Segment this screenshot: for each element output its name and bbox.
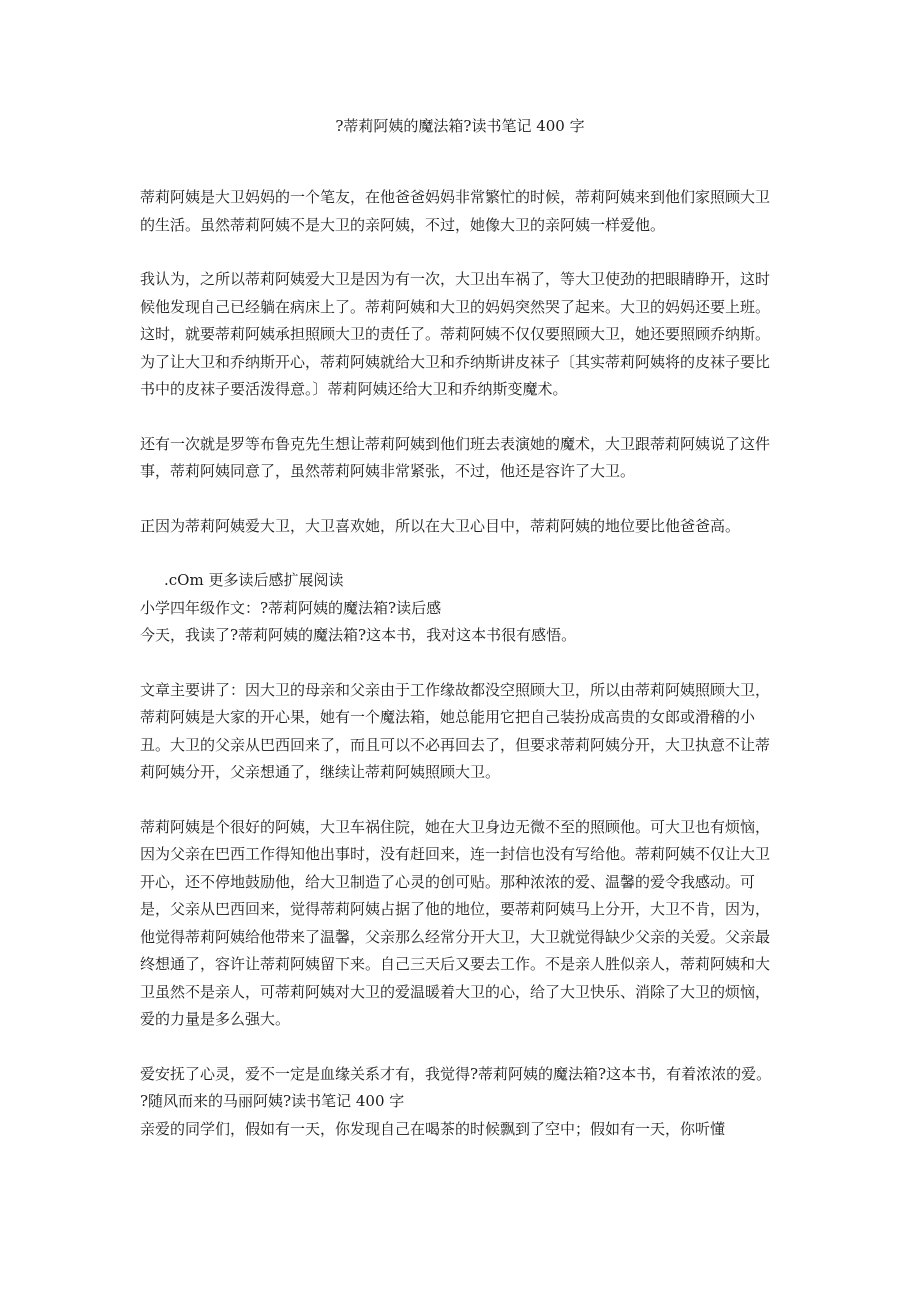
essay-title: 小学四年级作文：?蒂莉阿姨的魔法箱?读后感 <box>140 598 442 617</box>
paragraph-intro: 蒂莉阿姨是大卫妈妈的一个笔友，在他爸爸妈妈非常繁忙的时候，蒂莉阿姨来到他们家照顾大卫的生活。虽然蒂莉阿姨不是大卫的亲阿姨，不过，她像大卫的亲阿姨一样爱他。 <box>140 188 771 234</box>
next-article-title: ?随风而来的马丽阿姨?读书笔记 400 字 <box>140 1092 405 1110</box>
essay-summary: 文章主要讲了：因大卫的母亲和父亲由于工作缘故都没空照顾大卫，所以由蒂莉阿姨照顾大卫，蒂莉阿姨是大家的开心果，她有一个魔法箱，她总能用它把自己装扮成高贵的女郎或滑稽的小丑。大卫的父亲从巴西回来了，而且可以不必再回去了，但要求蒂莉阿姨分开，大卫执意不让蒂莉阿姨分开，父亲想通了，继续让蒂莉阿姨照顾大卫。 <box>140 680 771 781</box>
document-title: ?蒂莉阿姨的魔法箱?读书笔记 400 字 <box>335 117 585 135</box>
more-reading-heading: .cOm 更多读后感扩展阅读 <box>164 571 344 589</box>
essay-opening: 今天，我读了?蒂莉阿姨的魔法箱?这本书，我对这本书很有感悟。 <box>140 626 577 644</box>
essay-reflection: 蒂莉阿姨是个很好的阿姨，大卫车祸住院，她在大卫身边无微不至的照顾他。可大卫也有烦恼，因为父亲在巴西工作得知他出事时，没有赶回来，连一封信也没有写给他。蒂莉阿姨不仅让大卫开心，还不停地鼓励他，给大卫制造了心灵的创可贴。那种浓浓的爱、温馨的爱令我感动。可是，父亲从巴西回来，觉得蒂莉阿姨占据了他的地位，要蒂莉阿姨马上分开，大卫不肯，因为，他觉得蒂莉阿姨给他带来了温馨，父亲那么经常分开大卫，大卫就觉得缺少父亲的关爱。父亲最终想通了，容许让蒂莉阿姨留下来。自己三天后又要去工作。不是亲人胜似亲人，蒂莉阿姨和大卫虽然不是亲人，可蒂莉阿姨对大卫的爱温暖着大卫的心，给了大卫快乐、消除了大卫的烦恼，爱的力量是多么强大。 <box>140 817 771 1028</box>
paragraph-accident: 我认为，之所以蒂莉阿姨爱大卫是因为有一次，大卫出车祸了，等大卫使劲的把眼睛睁开，这时候他发现自己已经躺在病床上了。蒂莉阿姨和大卫的妈妈突然哭了起来。大卫的妈妈还要上班。这时，就要蒂莉阿姨承担照顾大卫的责任了。蒂莉阿姨不仅仅要照顾大卫，她还要照顾乔纳斯。为了让大卫和乔纳斯开心，蒂莉阿姨就给大卫和乔纳斯讲皮袜子〔其实蒂莉阿姨将的皮袜子要比书中的皮袜子要活泼得意。〕蒂莉阿姨还给大卫和乔纳斯变魔术。 <box>140 270 771 398</box>
paragraph-magic-show: 还有一次就是罗等布鲁克先生想让蒂莉阿姨到他们班去表演她的魔术，大卫跟蒂莉阿姨说了这件事，蒂莉阿姨同意了，虽然蒂莉阿姨非常紧张，不过，他还是容许了大卫。 <box>140 434 771 480</box>
document-body <box>140 184 780 1143</box>
essay-closing: 爱安抚了心灵，爱不一定是血缘关系才有，我觉得?蒂莉阿姨的魔法箱?这本书，有着浓浓的爱。 <box>140 1064 772 1083</box>
next-article-opening: 亲爱的同学们，假如有一天，你发现自己在喝茶的时候飘到了空中；假如有一天，你听懂 <box>140 1119 726 1138</box>
paragraph-conclusion: 正因为蒂莉阿姨爱大卫，大卫喜欢她，所以在大卫心目中，蒂莉阿姨的地位要比他爸爸高。 <box>140 516 741 535</box>
